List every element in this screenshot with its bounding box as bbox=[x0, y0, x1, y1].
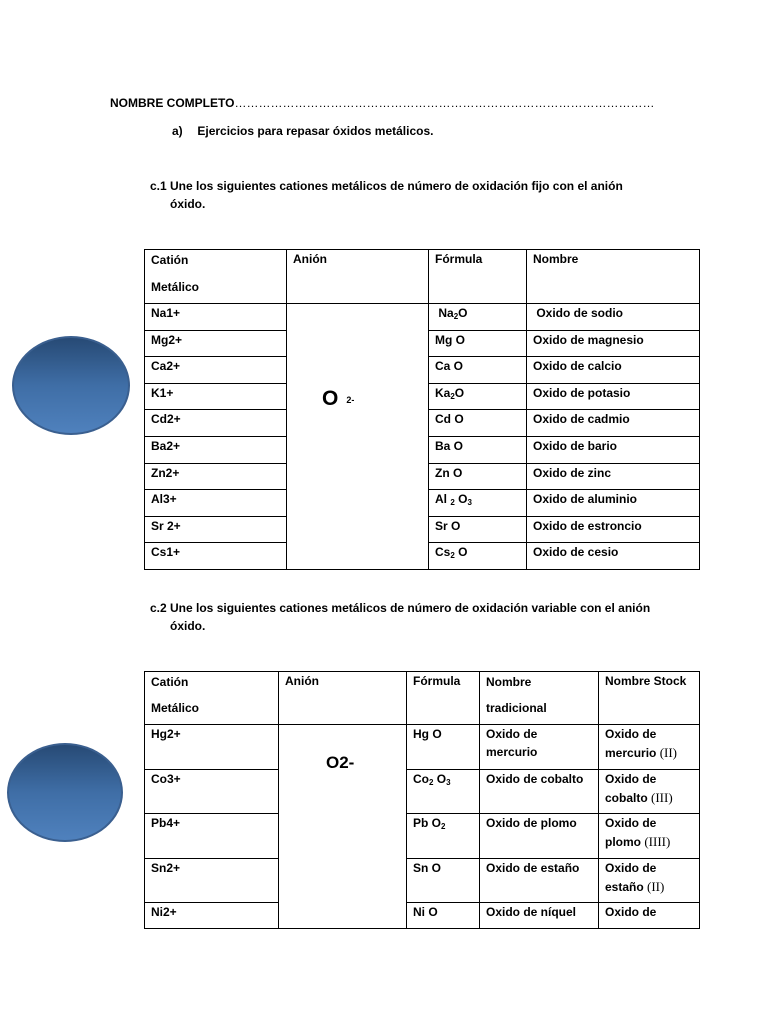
header2-traditional-name: Nombre tradicional bbox=[480, 672, 599, 725]
traditional-name-line1: Oxido de cobalto bbox=[486, 771, 584, 786]
stock-name-roman: (IIII) bbox=[644, 834, 671, 849]
formula-cell bbox=[429, 357, 527, 384]
cation-cell: Pb4+ bbox=[145, 814, 279, 859]
anion-cell bbox=[287, 304, 429, 570]
stock-name-element: estaño bbox=[605, 879, 648, 894]
cation-cell: Zn2+ bbox=[145, 463, 287, 490]
formula-text: O bbox=[454, 492, 468, 507]
name-cell: Oxido de sodio bbox=[527, 304, 700, 331]
stock-name-cell bbox=[599, 903, 700, 929]
table-row bbox=[145, 903, 700, 929]
anion-symbol: O bbox=[322, 387, 339, 410]
cation-cell: Sr 2+ bbox=[145, 516, 287, 543]
section1-instruction-line1: c.1 Une los siguientes cationes metálicos de número de oxidación fijo con el anión bbox=[150, 179, 623, 193]
formula-text: Mg O bbox=[435, 332, 465, 347]
formula-text: Co bbox=[413, 771, 429, 786]
stock-name-line2 bbox=[605, 833, 699, 851]
blue-oval-shape-2 bbox=[7, 743, 123, 842]
traditional-name-line1: Oxido de estaño bbox=[486, 860, 580, 875]
formula-subscript: 2 bbox=[453, 312, 459, 321]
formula-subscript: 2 bbox=[450, 498, 455, 508]
formula-text: Ni O bbox=[413, 905, 438, 919]
fixed-oxides-table bbox=[144, 249, 700, 570]
formula-text: O bbox=[454, 385, 465, 400]
formula-cell bbox=[429, 383, 527, 410]
formula-text: Na bbox=[435, 306, 454, 320]
header-name: Nombre bbox=[527, 250, 700, 304]
traditional-name-line1: Oxido de plomo bbox=[486, 816, 577, 830]
name-cell: Oxido de bario bbox=[527, 436, 700, 463]
stock-name-line1: Oxido de bbox=[605, 771, 657, 786]
formula-text: O bbox=[433, 771, 447, 786]
stock-name-cell bbox=[599, 814, 700, 859]
formula-cell bbox=[429, 463, 527, 490]
formula-text: Pb O bbox=[413, 816, 442, 830]
formula-cell bbox=[407, 814, 480, 859]
exercise-title: Ejercicios para repasar óxidos metálicos. bbox=[197, 124, 434, 138]
header-formula: Fórmula bbox=[429, 250, 527, 304]
stock-name-line1: Oxido de bbox=[605, 860, 657, 875]
formula-text: Cd O bbox=[435, 412, 464, 427]
name-line bbox=[110, 94, 654, 112]
header2-stock-name: Nombre Stock bbox=[599, 672, 700, 725]
formula-cell bbox=[407, 903, 480, 929]
stock-name-cell bbox=[599, 769, 700, 814]
formula-text: Sn O bbox=[413, 860, 442, 875]
formula-cell bbox=[407, 858, 480, 903]
cation-cell: Ca2+ bbox=[145, 357, 287, 384]
cation-cell: Co3+ bbox=[145, 769, 279, 814]
formula-subscript: 2 bbox=[429, 777, 434, 787]
formula-subscript: 3 bbox=[467, 498, 472, 508]
table-row bbox=[145, 769, 700, 814]
name-cell: Oxido de potasio bbox=[527, 383, 700, 410]
formula-subscript: 3 bbox=[446, 777, 451, 787]
section1-instruction bbox=[150, 177, 623, 213]
formula-text: Ba O bbox=[435, 438, 464, 453]
formula-cell bbox=[429, 304, 527, 331]
formula-subscript: 2 bbox=[450, 391, 455, 401]
stock-name-cell bbox=[599, 725, 700, 770]
stock-name-element: cobalto bbox=[605, 790, 652, 805]
traditional-name-line1: Oxido de bbox=[486, 727, 538, 741]
formula-text: Ka bbox=[435, 385, 451, 400]
stock-name-line1: Oxido de bbox=[605, 727, 657, 741]
formula-cell bbox=[429, 490, 527, 517]
traditional-name-cell bbox=[480, 769, 599, 814]
formula-cell bbox=[407, 725, 480, 770]
formula-cell bbox=[429, 330, 527, 357]
stock-name-element: plomo bbox=[605, 835, 645, 849]
formula-text: O bbox=[454, 545, 468, 560]
stock-name-element: mercurio bbox=[605, 746, 660, 760]
stock-name-line2 bbox=[605, 789, 699, 807]
name-cell: Oxido de magnesio bbox=[527, 330, 700, 357]
name-cell: Oxido de zinc bbox=[527, 463, 700, 490]
formula-cell bbox=[429, 436, 527, 463]
variable-oxides-table bbox=[144, 671, 700, 929]
table-row bbox=[145, 814, 700, 859]
formula-subscript: 2 bbox=[441, 822, 446, 831]
cation-cell: Sn2+ bbox=[145, 858, 279, 903]
header2-formula: Fórmula bbox=[407, 672, 480, 725]
exercise-heading bbox=[172, 122, 433, 140]
stock-name-roman: (II) bbox=[659, 745, 678, 760]
formula-cell bbox=[429, 543, 527, 570]
exercise-marker: a) bbox=[172, 124, 183, 138]
cation-cell: Na1+ bbox=[145, 304, 287, 331]
cation-cell: Cs1+ bbox=[145, 543, 287, 570]
formula-text: Zn O bbox=[435, 465, 463, 480]
cation-cell: K1+ bbox=[145, 383, 287, 410]
table-header-row bbox=[145, 250, 700, 304]
header2-anion: Anión bbox=[279, 672, 407, 725]
stock-name-line2 bbox=[605, 744, 699, 762]
formula-text: O bbox=[458, 306, 468, 320]
header2-cation: Catión Metálico bbox=[145, 672, 279, 725]
formula-text: Sr O bbox=[435, 518, 461, 533]
table-row bbox=[145, 725, 700, 770]
stock-name-line1: Oxido de bbox=[605, 905, 657, 919]
anion-cell bbox=[279, 725, 407, 929]
blue-oval-shape bbox=[12, 336, 130, 435]
cation-cell: Hg2+ bbox=[145, 725, 279, 770]
cation-cell: Cd2+ bbox=[145, 410, 287, 437]
name-cell: Oxido de aluminio bbox=[527, 490, 700, 517]
table-row bbox=[145, 304, 700, 331]
section2-instruction-line2: óxido. bbox=[170, 619, 206, 633]
traditional-name-cell bbox=[480, 858, 599, 903]
header-anion: Anión bbox=[287, 250, 429, 304]
formula-text: Ca O bbox=[435, 359, 464, 374]
formula-text: Hg O bbox=[413, 727, 442, 741]
anion-charge: 2- bbox=[346, 395, 355, 405]
name-cell: Oxido de estroncio bbox=[527, 516, 700, 543]
cation-cell: Mg2+ bbox=[145, 330, 287, 357]
traditional-name-line1: Oxido de níquel bbox=[486, 905, 577, 919]
formula-subscript: 2 bbox=[450, 551, 455, 561]
name-dots: …………………………………………………………………………………………… bbox=[234, 96, 655, 110]
anion-symbol: O2- bbox=[326, 753, 355, 772]
stock-name-line1: Oxido de bbox=[605, 816, 657, 830]
table-row bbox=[145, 858, 700, 903]
cation-cell: Ni2+ bbox=[145, 903, 279, 929]
formula-cell bbox=[407, 769, 480, 814]
stock-name-roman: (III) bbox=[651, 789, 673, 805]
section2-instruction-line1: c.2 Une los siguientes cationes metálicos de número de oxidación variable con el anión bbox=[150, 601, 651, 615]
table2-header-row bbox=[145, 672, 700, 725]
name-cell: Oxido de calcio bbox=[527, 357, 700, 384]
traditional-name-cell bbox=[480, 725, 599, 770]
section2-instruction bbox=[150, 599, 650, 635]
cation-cell: Al3+ bbox=[145, 490, 287, 517]
traditional-name-line2: mercurio bbox=[486, 745, 538, 759]
header-cation: Catión Metálico bbox=[145, 250, 287, 304]
cation-cell: Ba2+ bbox=[145, 436, 287, 463]
anion-oxide bbox=[322, 387, 428, 411]
traditional-name-cell bbox=[480, 814, 599, 859]
stock-name-roman: (II) bbox=[647, 878, 665, 894]
stock-name-line2 bbox=[605, 878, 699, 896]
stock-name-cell bbox=[599, 858, 700, 903]
formula-cell bbox=[429, 410, 527, 437]
name-cell: Oxido de cesio bbox=[527, 543, 700, 570]
section1-instruction-line2: óxido. bbox=[170, 197, 206, 211]
name-cell: Oxido de cadmio bbox=[527, 410, 700, 437]
formula-text: Cs bbox=[435, 545, 451, 560]
formula-text: Al bbox=[435, 492, 451, 507]
name-label: NOMBRE COMPLETO bbox=[110, 96, 235, 110]
formula-cell bbox=[429, 516, 527, 543]
traditional-name-cell bbox=[480, 903, 599, 929]
